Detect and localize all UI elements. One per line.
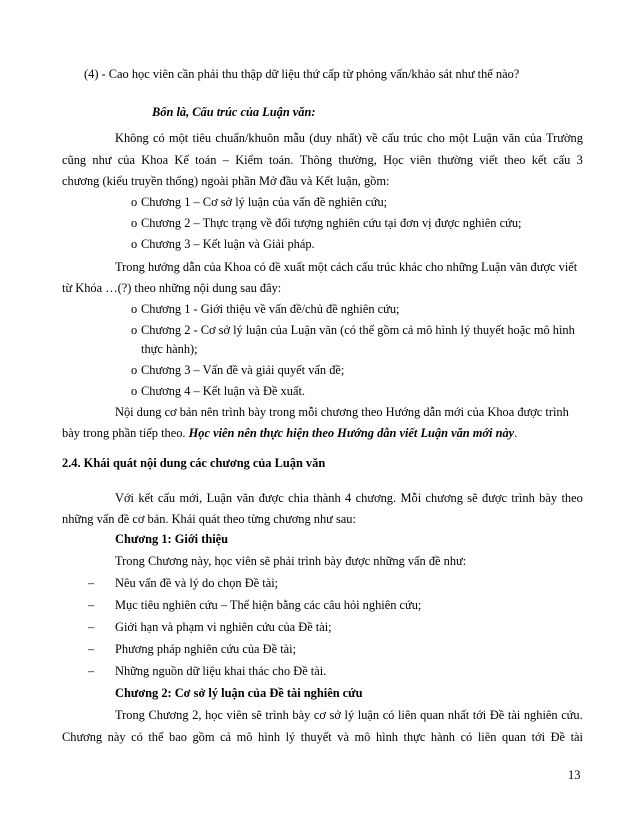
word: văn [502, 131, 521, 145]
word: cơ [313, 708, 326, 722]
word: gồm [192, 730, 215, 744]
word: Trường [546, 131, 583, 145]
word: trình [265, 708, 289, 722]
word: 3 [576, 153, 583, 167]
dash-marker: – [88, 620, 95, 634]
word: lý [344, 708, 355, 722]
word: hình [375, 730, 398, 744]
word: chuẩn/khuôn [215, 131, 280, 145]
word: lý [285, 730, 296, 744]
para1-line2 [62, 152, 583, 168]
word: nghiên [523, 708, 558, 722]
para5-line2 [62, 729, 583, 745]
para5-line1 [115, 707, 583, 723]
list-item-continuation: thực hành); [141, 342, 198, 356]
word: và [337, 730, 349, 744]
word: toán [195, 153, 217, 167]
word: có [131, 730, 143, 744]
word: có [153, 131, 165, 145]
word: thành [313, 491, 341, 505]
word: trình [511, 491, 535, 505]
word: bày [292, 708, 311, 722]
para1-line1 [115, 130, 583, 146]
word: Thông [299, 153, 333, 167]
list-item: Giới hạn và phạm vi nghiên cứu của Đề tài; [115, 620, 332, 634]
word: văn [236, 491, 255, 505]
para3-emphasis: Học viên nên thực hiện theo Hướng dẫn viết Luận văn mới này [188, 426, 515, 440]
word: tiêu [192, 131, 212, 145]
word: kết [531, 153, 547, 167]
list-item: o Chương 3 – Vấn đề và giải quyết vấn đề; [131, 363, 345, 377]
word: cấu [157, 491, 176, 505]
word: về [365, 131, 378, 145]
para1-line3: chương (kiểu truyền thống) ngoài phần Mở đầu và Kết luận, gồm: [62, 174, 390, 188]
word: thường, [338, 153, 377, 167]
word: – [222, 153, 229, 167]
word: Luận [206, 491, 233, 505]
page-number: 13 [568, 768, 581, 782]
word: hành [430, 730, 456, 744]
word: 2, [192, 708, 202, 722]
word: Với [115, 491, 134, 505]
word: học [205, 708, 223, 722]
list-item: o Chương 3 – Kết luận và Giải pháp. [131, 237, 315, 251]
word: chương [425, 491, 463, 505]
para4-line2: những vấn đề cơ bản. Khái quát theo từng chương như sau: [62, 512, 356, 526]
word: sẽ [251, 708, 262, 722]
word: thực [403, 730, 426, 744]
word: như [92, 153, 112, 167]
word: 4 [345, 491, 352, 505]
list-item: Phương pháp nghiên cứu của Đề tài; [115, 642, 297, 656]
word: thuyết [300, 730, 332, 744]
word: cũng [62, 153, 87, 167]
word: tài [570, 730, 583, 744]
word: mẫu [283, 131, 305, 145]
word: Không [115, 131, 149, 145]
word: mới, [179, 491, 203, 505]
dash-marker: – [88, 576, 95, 590]
word: luận [357, 708, 380, 722]
para3-line1: Nội dung cơ bản nên trình bày trong mỗi chương theo Hướng dẫn mới của Khoa được trình [115, 405, 569, 419]
word: hình [258, 730, 281, 744]
word: sẽ [467, 491, 478, 505]
word: kết [138, 491, 154, 505]
word: mô [354, 730, 371, 744]
word: mô [236, 730, 253, 744]
word: một [168, 131, 189, 145]
word: được [482, 491, 507, 505]
word: chương. [355, 491, 397, 505]
word: toán. [269, 153, 294, 167]
word: theo [504, 153, 526, 167]
section-2-4-title: 2.4. Khái quát nội dung các chương của Luận văn [62, 456, 326, 470]
word: viên [410, 153, 432, 167]
word: Học [383, 153, 404, 167]
word: tài [507, 708, 521, 722]
word: viết [479, 153, 498, 167]
word: Trong [115, 708, 145, 722]
word: Đề [489, 708, 505, 722]
chapter1-intro: Trong Chương này, học viên sẽ phải trình bày được những vấn đề như: [115, 554, 467, 568]
word: được [258, 491, 284, 505]
list-item: Mục tiêu nghiên cứu – Thể hiện bằng các câu hỏi nghiên cứu; [115, 598, 422, 612]
word: quan [501, 730, 527, 744]
word: bày [539, 491, 558, 505]
word: có [460, 730, 473, 744]
dash-marker: – [88, 642, 95, 656]
word: Chương [148, 708, 189, 722]
word: bao [169, 730, 187, 744]
word: thể [148, 730, 164, 744]
list-item: Nêu vấn đề và lý do chọn Đề tài; [115, 576, 279, 590]
word: (duy [309, 131, 332, 145]
list-item: o Chương 4 – Kết luận và Đề xuất. [131, 384, 305, 398]
dash-marker: – [88, 664, 95, 678]
list-item: o Chương 2 - Cơ sở lý luận của Luận văn (có thể gồm cả mô hình lý thuyết hoặc mô hình [131, 323, 575, 337]
word: liên [397, 708, 417, 722]
word: cho [426, 131, 445, 145]
word: theo [561, 491, 583, 505]
word: cấu [381, 131, 400, 145]
word: Kiểm [235, 153, 263, 167]
dash-marker: – [88, 598, 95, 612]
chapter1-title: Chương 1: Giới thiệu [115, 532, 229, 546]
word: thường [437, 153, 473, 167]
para3-line2: bày trong phần tiếp theo. Học viên nên thực hiện theo Hướng dẫn viết Luận văn mới này. [62, 426, 518, 440]
word: chia [288, 491, 309, 505]
para2-line1: Trong hướng dẫn của Khoa có đề xuất một cách cấu trúc khác cho những Luận văn được viết [115, 260, 578, 274]
word: này [107, 730, 126, 744]
word: nhất) [336, 131, 362, 145]
word: Kế [174, 153, 189, 167]
word: Chương [62, 730, 103, 744]
para2-line2: từ Khóa …(?) theo những nội dung sau đây: [62, 281, 282, 295]
section-four-title: Bốn là, Cấu trúc của Luận văn: [152, 105, 316, 119]
list-item: o Chương 1 – Cơ sở lý luận của vấn đề nghiên cứu; [131, 195, 388, 209]
list-item: o Chương 2 – Thực trạng về đối tượng nghiên cứu tại đơn vị được nghiên cứu; [131, 216, 522, 230]
word: liên [477, 730, 497, 744]
word: trúc [403, 131, 423, 145]
question-4: (4) - Cao học viên cần phải thu thập dữ liệu thứ cấp từ phỏng vấn/khảo sát như thế nào? [84, 67, 520, 81]
word: tới [531, 730, 546, 744]
word: tới [472, 708, 487, 722]
word: nhất [447, 708, 470, 722]
word: có [382, 708, 395, 722]
word: Luận [472, 131, 499, 145]
word: của [524, 131, 542, 145]
word: viên [226, 708, 248, 722]
word: của [117, 153, 135, 167]
word: cứu. [561, 708, 583, 722]
word: quan [420, 708, 445, 722]
para4-line1 [115, 490, 583, 506]
word: cả [220, 730, 232, 744]
list-item: Những nguồn dữ liệu khai thác cho Đề tài. [115, 664, 327, 678]
word: Đề [550, 730, 566, 744]
word: Khoa [141, 153, 169, 167]
word: cấu [553, 153, 571, 167]
chapter2-title: Chương 2: Cơ sở lý luận của Đề tài nghiên cứu [115, 686, 363, 700]
list-item: o Chương 1 - Giới thiệu về vấn đề/chủ đề nghiên cứu; [131, 302, 400, 316]
word: một [449, 131, 469, 145]
word: sở [329, 708, 341, 722]
word: Mỗi [400, 491, 422, 505]
